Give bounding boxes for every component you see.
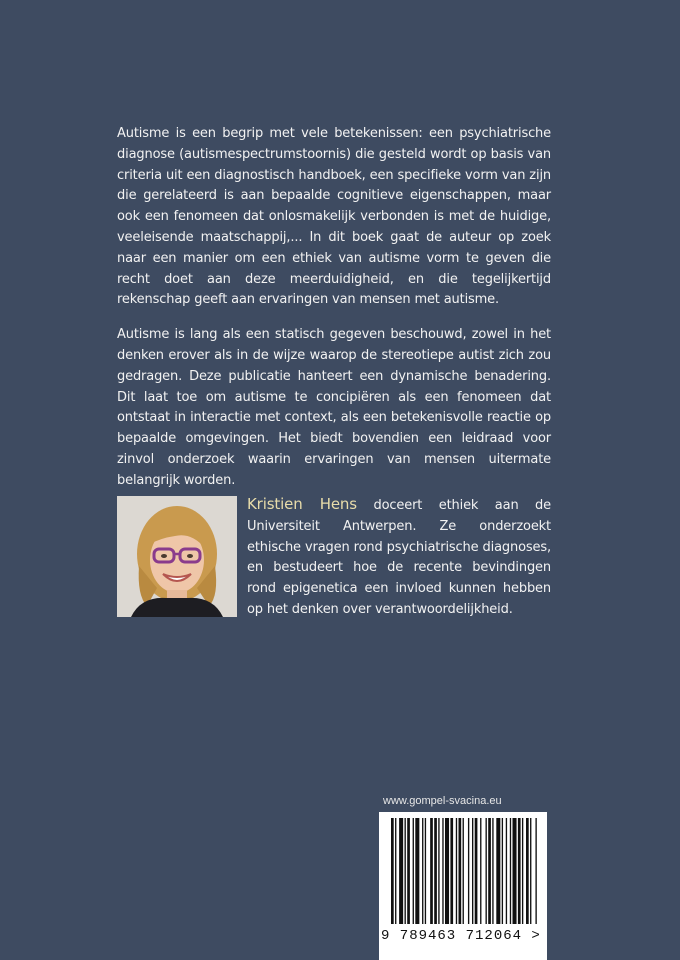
barcode-bar xyxy=(468,818,469,924)
author-bio-text: doceert ethiek aan de Universiteit Antwerpen. Ze onderzoekt ethische vragen rond psychiatrische diagnoses, en bestudeert hoe de recente bevindingen rond epigenetica een invloed kunnen hebben op het denken over verantwoordelijkheid. xyxy=(247,498,551,617)
isbn-barcode xyxy=(379,812,547,960)
barcode-bar xyxy=(450,818,453,924)
barcode-bar xyxy=(463,818,464,924)
author-photo xyxy=(117,496,237,617)
barcode-bar xyxy=(415,818,419,924)
barcode-bar xyxy=(502,818,503,924)
barcode-bar xyxy=(535,818,536,924)
barcode-bar xyxy=(518,818,521,924)
barcode-bar xyxy=(438,818,439,924)
back-cover-blurb xyxy=(117,124,551,506)
barcode-bar xyxy=(405,818,406,924)
barcode-bar xyxy=(530,818,531,924)
barcode-bar xyxy=(492,818,493,924)
barcode-bar xyxy=(422,818,423,924)
barcode-bar xyxy=(456,818,457,924)
barcode-bar xyxy=(407,818,410,924)
barcode-bar xyxy=(425,818,426,924)
barcode-bar xyxy=(496,818,500,924)
barcode-bar xyxy=(434,818,437,924)
barcode-bar xyxy=(391,818,394,924)
barcode-bar xyxy=(475,818,478,924)
barcode-bar xyxy=(510,818,511,924)
barcode-bar xyxy=(488,818,491,924)
barcode-bar xyxy=(395,818,396,924)
barcode-bar xyxy=(506,818,507,924)
barcode-bar xyxy=(522,818,523,924)
barcode-bar xyxy=(472,818,473,924)
publisher-url[interactable]: www.gompel-svacina.eu xyxy=(383,795,502,807)
barcode-bar xyxy=(413,818,414,924)
author-section xyxy=(117,496,551,618)
blurb-paragraph-2: Autisme is lang als een statisch gegeven beschouwd, zowel in het denken erover als in de wijze waarop de stereotiepe autist zich zou gedragen. Deze publicatie hanteert een dynamische benadering. Dit laat toe om autisme te concipiëren als een fenomeen dat ontstaat in interactie met context, als een betekenisvolle reactie op bepaalde omgevingen. Het biedt bovendien een leidraad voor zinvol onderzoek waarin ervaringen van mensen uitermate belangrijk worden. xyxy=(117,327,551,488)
author-name: Kristien Hens xyxy=(247,495,357,513)
author-portrait-image xyxy=(117,496,237,617)
barcode-bar xyxy=(442,818,443,924)
barcode-bar xyxy=(480,818,481,924)
author-bio xyxy=(247,494,551,621)
barcode-bar xyxy=(399,818,403,924)
blurb-paragraph-1: Autisme is een begrip met vele betekenissen: een psychiatrische diagnose (autismespectrumstoornis) die gesteld wordt op basis van criteria uit een diagnostisch handboek, een specifieke vorm van zijn die gerelateerd is aan bepaalde cognitieve eigenschappen, maar ook een fenomeen dat onlosmakelijk verbonden is met de huidige, veeleisende maatschappij,... In dit boek gaat de auteur op zoek naar een manier om een ethiek van autisme vorm te geven die recht doet aan deze meerduidigheid, en die tegelijkertijd rekenschap geeft aan ervaringen van mensen met autisme. xyxy=(117,126,551,308)
barcode-bar xyxy=(526,818,529,924)
barcode-bar xyxy=(486,818,487,924)
barcode-bar xyxy=(445,818,449,924)
isbn-number: 9 789463 712064 > xyxy=(381,928,541,944)
barcode-bar xyxy=(430,818,433,924)
barcode-bar xyxy=(513,818,517,924)
barcode-bar xyxy=(459,818,462,924)
